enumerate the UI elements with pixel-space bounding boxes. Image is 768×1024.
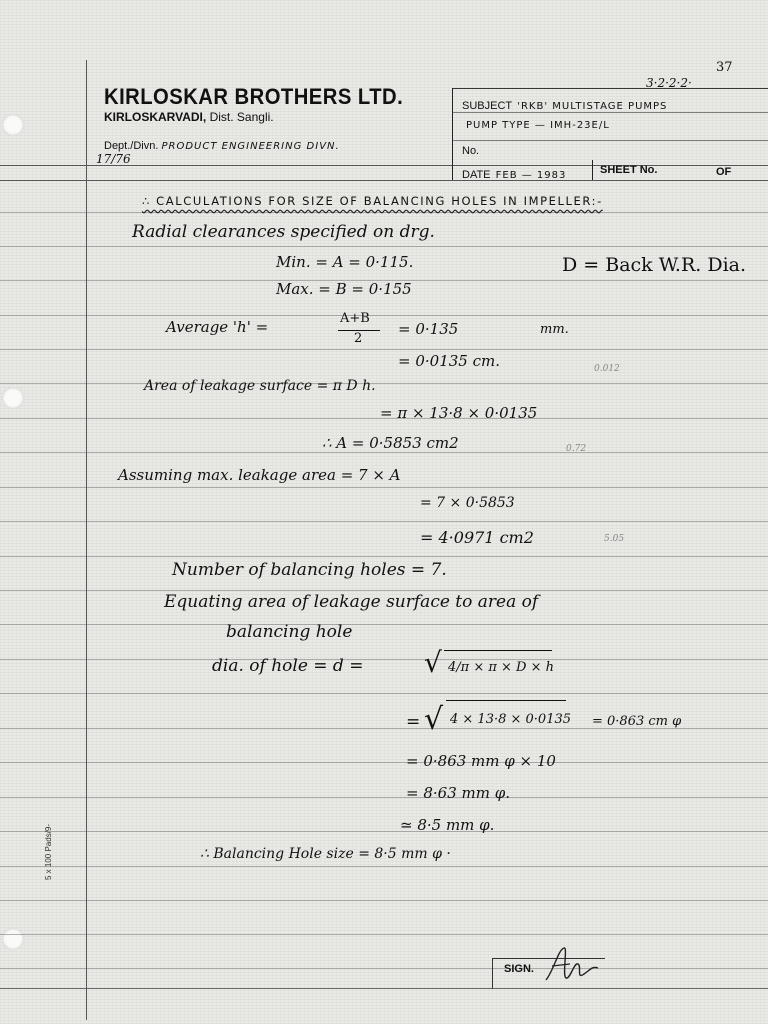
subject-label: SUBJECT xyxy=(462,100,513,112)
sqrt-bar-2 xyxy=(446,700,566,701)
hole-dia-formula: 4/π × π × D × h xyxy=(448,660,555,675)
average-denominator: 2 xyxy=(354,331,363,346)
punch-hole-bottom xyxy=(2,928,24,950)
location-district: Dist. Sangli. xyxy=(209,110,274,124)
average-unit: mm. xyxy=(540,322,569,337)
equation-3: = 0·863 mm φ × 10 xyxy=(406,752,556,770)
date-label: DATE xyxy=(462,169,491,181)
equation-4: = 8·63 mm φ. xyxy=(406,784,510,802)
company-name: KIRLOSKAR BROTHERS LTD. xyxy=(104,84,404,109)
sheet-of: OF xyxy=(716,166,732,178)
pencil-note-3: 5.05 xyxy=(604,534,625,544)
page-number: 37 xyxy=(716,60,733,75)
pump-type: PUMP TYPE — IMH-23E/L xyxy=(466,120,610,131)
area-calculation: = π × 13·8 × 0·0135 xyxy=(380,404,538,422)
radial-clearances-line: Radial clearances specified on drg. xyxy=(132,222,435,242)
assuming-calculation: = 7 × 0·5853 xyxy=(420,495,515,511)
sheet-label: SHEET No. xyxy=(600,164,658,176)
subject-value: 'RKB' MULTISTAGE PUMPS xyxy=(517,101,668,112)
average-value: = 0·135 xyxy=(398,320,459,338)
sqrt-bar-1 xyxy=(444,650,552,651)
ruled-line xyxy=(0,988,768,989)
pencil-note-1: 0.012 xyxy=(594,364,620,374)
subject-row xyxy=(462,94,667,113)
sqrt-sign-1: √ xyxy=(424,646,442,679)
assuming-result: = 4·0971 cm2 xyxy=(420,528,534,547)
sign-label: SIGN. xyxy=(504,963,534,975)
sheet-divider xyxy=(592,160,593,180)
signature-mark xyxy=(540,940,604,988)
calculation-heading: ∴ CALCULATIONS FOR SIZE OF BALANCING HOLES IN IMPELLER:- xyxy=(142,194,603,208)
min-clearance: Min. = A = 0·115. xyxy=(276,253,414,271)
area-leakage-line: Area of leakage surface = π D h. xyxy=(144,378,376,394)
no-label: No. xyxy=(462,145,480,157)
punch-hole-top xyxy=(2,114,24,136)
equation-2-prefix: = xyxy=(406,712,421,732)
sqrt-sign-2: √ xyxy=(424,702,444,737)
pad-print: 5 x 100 Pads/9- xyxy=(44,823,53,880)
punch-hole-middle xyxy=(2,387,24,409)
location-place: KIRLOSKARVADI, xyxy=(104,110,207,124)
average-numerator: A+B xyxy=(340,311,370,326)
equation-2-root: 4 × 13·8 × 0·0135 xyxy=(450,712,572,727)
equating-line-1: Equating area of leakage surface to area of xyxy=(164,592,539,612)
final-result: ∴ Balancing Hole size = 8·5 mm φ · xyxy=(200,846,451,862)
date-value: FEB — 1983 xyxy=(495,170,567,181)
dia-note: D = Back W.R. Dia. xyxy=(562,254,747,276)
equation-2-result: = 0·863 cm φ xyxy=(592,714,682,729)
area-result: ∴ A = 0·5853 cm2 xyxy=(322,434,459,452)
number-of-holes: Number of balancing holes = 7. xyxy=(172,560,447,580)
equating-line-2: balancing hole xyxy=(226,622,353,642)
dept-line xyxy=(104,140,340,152)
dept-value: PRODUCT ENGINEERING DIVN. xyxy=(161,141,340,152)
equation-5: ≃ 8·5 mm φ. xyxy=(400,816,495,834)
max-clearance: Max. = B = 0·155 xyxy=(276,280,412,298)
average-cm: = 0·0135 cm. xyxy=(398,352,500,370)
pencil-note-2: 0.72 xyxy=(566,444,587,454)
left-reference: 17/76 xyxy=(96,152,131,166)
ruled-line xyxy=(0,180,768,181)
handwritten-date: 3·2·2·2· xyxy=(646,76,692,90)
date-row xyxy=(462,163,566,182)
assuming-line: Assuming max. leakage area = 7 × A xyxy=(118,466,401,484)
header-box-left xyxy=(452,88,453,180)
average-label: Average 'h' = xyxy=(166,318,269,336)
header-box-top xyxy=(452,88,768,89)
hole-dia-label: dia. of hole = d = xyxy=(212,656,364,676)
margin-line xyxy=(86,60,87,1020)
company-location xyxy=(104,110,274,124)
dept-label: Dept./Divn. xyxy=(104,140,159,152)
